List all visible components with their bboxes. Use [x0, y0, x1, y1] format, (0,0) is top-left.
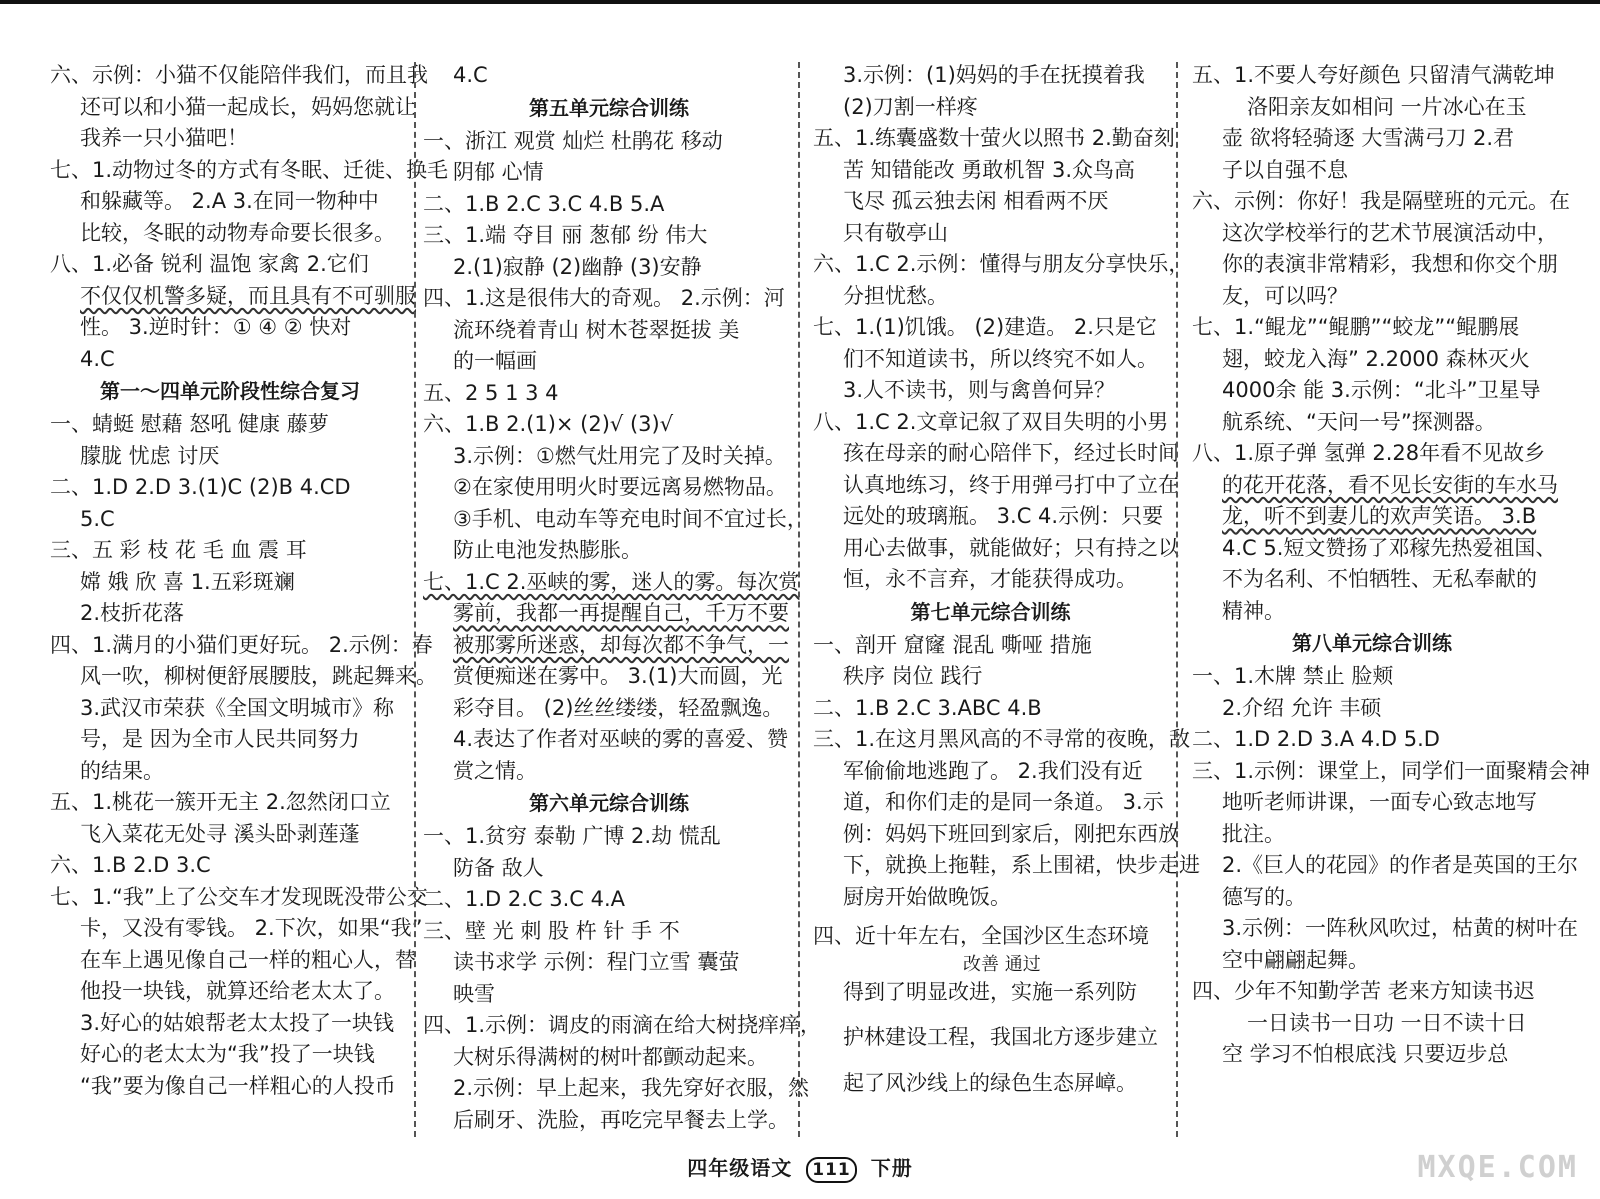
answer-line: 你的表演非常精彩，我想和你交个朋	[1222, 252, 1558, 276]
answer-line: 八、1.原子弹 氢弹 2.28年看不见故乡	[1192, 441, 1546, 465]
answer-line: 三、1.端 夺目 丽 葱郁 纷 伟大	[423, 223, 708, 247]
answer-line: 地听老师讲课，一面专心致志地写	[1222, 790, 1537, 814]
answer-line: 德写的。	[1222, 884, 1306, 909]
answer-line: 得到了明显改进，实施一系列防	[843, 979, 1137, 1004]
page-footer	[0, 1152, 1600, 1183]
answer-line: 5.C	[80, 506, 115, 531]
answer-line: 起了风沙线上的绿色生态屏嶂。	[843, 1070, 1137, 1095]
answer-line: 只有敬亭山	[843, 220, 948, 245]
answer-line: 大树乐得满树的树叶都颤动起来。	[453, 1044, 768, 1069]
column-2	[423, 60, 822, 1136]
answer-line: 精神。	[1222, 598, 1285, 623]
answer-line: 四、1.这是很伟大的奇观。 2.示例：河	[423, 286, 785, 310]
column-divider	[798, 62, 800, 1137]
answer-line: 子以自强不息	[1222, 157, 1348, 182]
answer-line: 的一幅画	[453, 349, 537, 373]
answer-line: 二、1.B 2.C 3.ABC 4.B	[813, 695, 1042, 720]
answer-line: 一日读书一日功 一日不读十日	[1247, 1010, 1527, 1035]
section-heading: 第八单元综合训练	[1292, 631, 1452, 655]
answer-line: 六、1.B 2.(1)× (2)√ (3)√	[423, 412, 674, 436]
answer-line: 和躲藏等。 2.A 3.在同一物种中	[80, 189, 379, 213]
answer-line: 2.《巨人的花园》的作者是英国的王尔	[1222, 853, 1579, 877]
answer-line: 四、近十年左右，全国沙区生态环境	[813, 924, 1149, 948]
answer-line: 龙，听不到妻儿的欢声笑语。 3.B	[1222, 504, 1537, 528]
answer-line: 性。 3.逆时针：① ④ ② 快对	[80, 315, 352, 339]
answer-line: 的结果。	[80, 758, 164, 783]
answer-line: 赏便痴迷在雾中。 3.(1)大而圆，光	[453, 664, 783, 688]
answer-line: 认真地练习，终于用弹弓打中了立在	[843, 472, 1179, 497]
answer-line: 4.表达了作者对巫峡的雾的喜爱、赞	[453, 727, 789, 751]
answer-line: 4.C	[80, 346, 115, 371]
answer-line: ②在家使用明火时要远离易燃物品。	[453, 475, 787, 499]
answer-line: 秩序 岗位 践行	[843, 664, 983, 688]
answer-line: 八、1.必备 锐利 温饱 家禽 2.它们	[50, 252, 369, 276]
footer-grade-subject: 四年级语文	[687, 1156, 793, 1180]
answer-line: 空 学习不怕根底浅 只要迈步总	[1222, 1042, 1509, 1066]
answer-line: 二、1.B 2.C 3.C 4.B 5.A	[423, 191, 665, 216]
answer-line: 恒，永不言弃，才能获得成功。	[843, 567, 1137, 591]
answer-line: 映雪	[453, 981, 495, 1006]
answer-line: 3.好心的姑娘帮老太太投了一块钱	[80, 1010, 395, 1035]
answer-line: 雾前，我都一再提醒自己，千万不要	[453, 601, 789, 625]
section-heading: 第七单元综合训练	[910, 599, 1071, 624]
answer-line: 远处的玻璃瓶。 3.C 4.示例：只要	[843, 504, 1164, 528]
answer-line: 例：妈妈下班回到家后，刚把东西放	[843, 821, 1179, 846]
answer-line: 苦 知错能改 勇敢机智 3.众鸟高	[843, 157, 1136, 182]
section-heading: 第一～四单元阶段性综合复习	[100, 379, 360, 403]
answer-line: 二、1.D 2.D 3.A 4.D 5.D	[1192, 727, 1440, 751]
answer-line: 分担忧愁。	[843, 283, 948, 308]
answer-line: 用心去做事，就能做好；只有持之以	[843, 535, 1179, 560]
answer-line: 五、1.练囊盛数十萤火以照书 2.勤奋刻	[813, 126, 1175, 150]
answer-line: 一、剖开 窟窿 混乱 嘶哑 措施	[813, 632, 1092, 657]
answer-line: 护林建设工程，我国北方逐步建立	[843, 1025, 1158, 1049]
answer-line: 六、示例：你好！我是隔壁班的元元。在	[1192, 189, 1570, 213]
answer-line: 在车上遇见像自己一样的粗心人，替	[80, 947, 416, 972]
answer-line: 卡，又没有零钱。 2.下次，如果“我”	[80, 916, 423, 940]
column-1	[50, 60, 449, 1102]
answer-line: 他投一块钱，就算还给老太太了。	[80, 979, 395, 1003]
column-3	[813, 60, 1200, 1099]
answer-line: 六、示例：小猫不仅能陪伴我们，而且我	[50, 63, 428, 87]
answer-line: 飞尽 孤云独去闲 相看两不厌	[843, 189, 1109, 213]
answer-line: 4.C	[453, 63, 488, 87]
answer-line: 七、1.C 2.巫峡的雾，迷人的雾。每次赏	[423, 569, 800, 594]
answer-line: 二、1.D 2.C 3.C 4.A	[423, 887, 626, 911]
answer-line: 批注。	[1222, 821, 1285, 846]
answer-line: 五、2 5 1 3 4	[423, 380, 559, 405]
answer-line: 读书求学 示例：程门立雪 囊萤	[453, 950, 740, 974]
answer-line: 赏之情。	[453, 758, 537, 783]
column-divider	[1176, 62, 1178, 1137]
answer-line: 流环绕着青山 树木苍翠挺拔 美	[453, 317, 740, 342]
answer-line: 四、1.示例：调皮的雨滴在给大树挠痒痒，	[423, 1013, 822, 1037]
answer-line: 下，就换上拖鞋，系上围裙，快步走进	[843, 853, 1200, 877]
answer-line: 一、1.贫穷 泰勒 广博 2.劫 慌乱	[423, 824, 721, 848]
answer-line: 航系统、“天问一号”探测器。	[1222, 409, 1496, 434]
top-rule	[0, 0, 1600, 4]
answer-line: 孩在母亲的耐心陪伴下，经过长时间	[843, 441, 1179, 465]
answer-line: (2)刀割一样疼	[843, 94, 978, 119]
answer-line: 好心的老太太为“我”投了一块钱	[80, 1042, 375, 1066]
answer-line: 八、1.C 2.文章记叙了双目失明的小男	[813, 409, 1169, 434]
answer-line: 3.武汉市荣获《全国文明城市》称	[80, 695, 395, 720]
answer-line: 防备 敌人	[453, 855, 544, 880]
section-heading: 第六单元综合训练	[529, 791, 689, 815]
answer-line: 还可以和小猫一起成长，妈妈您就让	[80, 94, 416, 119]
answer-line: 4.C 5.短文赞扬了邓稼先热爱祖国、	[1222, 535, 1557, 560]
answer-line: 不为名利、不怕牺牲、无私奉献的	[1222, 567, 1537, 591]
answer-line: 七、1.动物过冬的方式有冬眠、迁徙、换毛	[50, 157, 449, 182]
answer-line: 三、1.示例：课堂上，同学们一面聚精会神	[1192, 758, 1591, 783]
answer-line: ③手机、电动车等充电时间不宜过长，	[453, 506, 808, 531]
answer-line: 五、1.不要人夸好颜色 只留清气满乾坤	[1192, 63, 1555, 87]
answer-line: 改善 通过	[963, 953, 1041, 975]
answer-line: 一、浙江 观赏 灿烂 杜鹃花 移动	[423, 128, 723, 153]
answer-line: 2.(1)寂静 (2)幽静 (3)安静	[453, 254, 702, 279]
answer-line: 六、1.B 2.D 3.C	[50, 853, 211, 877]
answer-line: 2.介绍 允许 丰硕	[1222, 695, 1382, 720]
answer-line: 空中翩翩起舞。	[1222, 947, 1369, 972]
answer-line: 四、少年不知勤学苦 老来方知读书迟	[1192, 979, 1535, 1003]
answer-line: 2.枝折花落	[80, 601, 185, 625]
column-4	[1192, 60, 1591, 1071]
answer-line: 不仅仅机警多疑，而且具有不可驯服	[80, 283, 416, 308]
answer-line: 翅，蛟龙入海” 2.2000 森林灭火	[1222, 346, 1530, 371]
answer-line: 3.示例：(1)妈妈的手在抚摸着我	[843, 63, 1145, 87]
answer-line: 壶 欲将轻骑逐 大雪满弓刀 2.君	[1222, 126, 1515, 150]
footer-volume: 下册	[870, 1156, 913, 1180]
answer-line: 七、1.“我”上了公交车才发现既没带公交	[50, 884, 428, 909]
section-heading: 第五单元综合训练	[529, 95, 689, 120]
answer-line: 五、1.桃花一簇开无主 2.忽然闭口立	[50, 790, 391, 814]
answer-line: 阴郁 心情	[453, 160, 544, 184]
answer-line: 飞入菜花无处寻 溪头卧剥莲蓬	[80, 821, 360, 846]
answer-line: 比较，冬眠的动物寿命要长很多。	[80, 220, 395, 245]
answer-line: 二、1.D 2.D 3.(1)C (2)B 4.CD	[50, 475, 351, 499]
watermark: MXQE.COM	[1417, 1150, 1578, 1185]
answer-line: 风一吹，柳树便舒展腰肢，跳起舞来。	[80, 664, 437, 688]
answer-line: 六、1.C 2.示例：懂得与朋友分享快乐，	[813, 252, 1190, 276]
answer-line: 七、1.“鲲龙”“鲲鹏”“蛟龙”“鲲鹏展	[1192, 315, 1520, 339]
answer-line: 洛阳亲友如相问 一片冰心在玉	[1247, 94, 1527, 119]
answer-line: 3.示例：①燃气灶用完了及时关掉。	[453, 443, 786, 468]
answer-line: 三、五 彩 枝 花 毛 血 震 耳	[50, 538, 307, 562]
answer-line: 4000余 能 3.示例：“北斗”卫星导	[1222, 378, 1541, 402]
answer-line: 3.示例：一阵秋风吹过，枯黄的树叶在	[1222, 916, 1579, 940]
answer-line: 厨房开始做晚饭。	[843, 884, 1011, 909]
answer-line: 三、1.在这月黑风高的不寻常的夜晚，敌	[813, 727, 1191, 751]
answer-line: 彩夺目。 (2)丝丝缕缕，轻盈飘逸。	[453, 695, 784, 720]
answer-line: 七、1.(1)饥饿。 (2)建造。 2.只是它	[813, 315, 1157, 339]
column-divider	[414, 62, 416, 1137]
page-number: 111	[806, 1157, 857, 1183]
answer-line: 四、1.满月的小猫们更好玩。 2.示例：春	[50, 632, 433, 657]
answer-line: “我”要为像自己一样粗心的人投币	[80, 1073, 396, 1098]
answer-line: 们不知道读书，所以终究不如人。	[843, 346, 1158, 371]
answer-line: 友，可以吗？	[1222, 283, 1348, 308]
answer-line: 这次学校举行的艺术节展演活动中，	[1222, 220, 1558, 245]
answer-line: 2.示例：早上起来，我先穿好衣服，然	[453, 1076, 810, 1100]
answer-line: 的花开花落，看不见长安街的车水马	[1222, 472, 1558, 497]
answer-line: 防止电池发热膨胀。	[453, 538, 642, 562]
answer-line: 一、蜻蜓 慰藉 怒吼 健康 藤萝	[50, 412, 329, 436]
answer-line: 被那雾所迷惑，却每次都不争气，一	[453, 632, 789, 657]
answer-line: 号，是 因为全市人民共同努力	[80, 727, 360, 751]
answer-line: 三、壁 光 刺 股 杵 针 手 不	[423, 918, 680, 943]
answer-line: 道，和你们走的是同一条道。 3.示	[843, 790, 1164, 814]
answer-line: 3.人不读书，则与禽兽何异？	[843, 378, 1116, 402]
answer-line: 后刷牙、洗脸，再吃完早餐去上学。	[453, 1107, 789, 1132]
answer-line: 朦胧 忧虑 讨厌	[80, 443, 220, 468]
answer-line: 军偷偷地逃跑了。 2.我们没有近	[843, 758, 1143, 783]
answer-line: 一、1.木牌 禁止 脸颊	[1192, 664, 1394, 688]
answer-line: 我养一只小猫吧！	[80, 126, 248, 150]
answer-line: 嫦 娥 欣 喜 1.五彩斑斓	[80, 569, 295, 594]
